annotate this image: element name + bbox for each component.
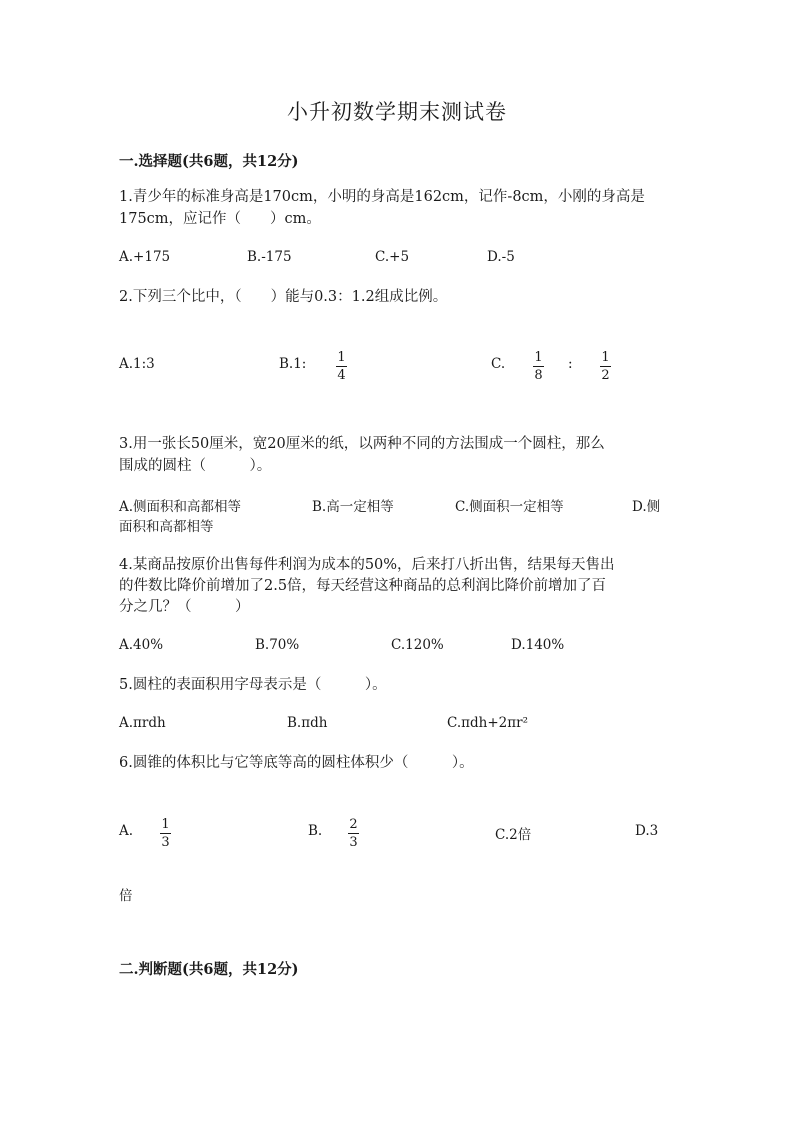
q2-option-c-fraction-2 [600,350,611,383]
q2-option-c-colon: : [568,356,573,372]
q2-option-b-fraction [336,350,347,383]
question-1-line-1: 1.青少年的标准身高是170cm，小明的身高是162cm，记作-8cm，小刚的身高是 [119,189,645,205]
question-4-line-1: 4.某商品按原价出售每件利润为成本的50%，后来打八折出售，结果每天售出 [119,557,615,573]
q4-option-d: D.140% [511,637,565,653]
section-heading-judgement: 二.判断题(共6题，共12分) [119,961,299,978]
question-5-line-1: 5.圆柱的表面积用字母表示是（ ）。 [119,677,387,693]
fraction-numerator: 1 [601,350,610,365]
q3-option-b: B.高一定相等 [312,499,394,515]
page-title: 小升初数学期末测试卷 [287,100,507,124]
q1-option-b: B.-175 [247,249,292,265]
q3-option-c: C.侧面积一定相等 [455,499,564,515]
question-4-line-3: 分之几？（ ） [119,599,250,615]
section-heading-choice: 一.选择题(共6题，共12分) [119,153,299,170]
q4-option-c: C.120% [391,637,444,653]
q5-option-c: C.πdh+2πr² [447,715,528,731]
q6-option-a-prefix: A. [119,823,134,839]
q2-option-a: A.1:3 [119,356,155,372]
q1-option-a: A.+175 [119,249,171,265]
q6-option-c: C.2倍 [495,827,532,843]
question-3-line-1: 3.用一张长50厘米，宽20厘米的纸，以两种不同的方法围成一个圆柱，那么 [119,436,605,452]
q2-option-c-fraction-1 [533,350,544,383]
q3-option-a: A.侧面积和高都相等 [119,499,242,515]
fraction-bar [336,366,347,367]
fraction-denominator: 4 [337,368,346,383]
fraction-bar [600,366,611,367]
fraction-numerator: 1 [161,817,170,832]
q4-option-a: A.40% [119,637,164,653]
fraction-bar [533,366,544,367]
fraction-bar [348,833,359,834]
q6-option-d: D.3 [635,823,659,839]
q6-option-d-continued: 倍 [119,888,133,904]
fraction-denominator: 3 [349,835,358,850]
question-3-line-2: 围成的圆柱（ ）。 [119,458,272,474]
question-4-line-2: 的件数比降价前增加了2.5倍，每天经营这种商品的总利润比降价前增加了百 [119,578,607,594]
question-2-line-1: 2.下列三个比中，（ ）能与0.3：1.2组成比例。 [119,289,448,305]
question-6-line-1: 6.圆锥的体积比与它等底等高的圆柱体积少（ ）。 [119,755,474,771]
fraction-denominator: 8 [534,368,543,383]
q6-option-a-fraction [160,817,171,850]
q6-option-b-fraction [348,817,359,850]
q4-option-b: B.70% [255,637,300,653]
fraction-numerator: 1 [337,350,346,365]
q2-option-c-prefix: C. [491,356,506,372]
fraction-numerator: 2 [349,817,358,832]
q2-option-b-prefix: B.1: [279,356,307,372]
q1-option-c: C.+5 [375,249,410,265]
q1-option-d: D.-5 [487,249,515,265]
fraction-bar [160,833,171,834]
fraction-denominator: 2 [601,368,610,383]
q5-option-b: B.πdh [287,715,328,731]
q3-option-d-continued: 面积和高都相等 [119,519,214,535]
fraction-numerator: 1 [534,350,543,365]
question-1-line-2: 175cm，应记作（ ）cm。 [119,211,321,227]
q6-option-b-prefix: B. [308,823,323,839]
fraction-denominator: 3 [161,835,170,850]
q3-option-d: D.侧 [632,499,661,515]
q5-option-a: A.πrdh [119,715,166,731]
